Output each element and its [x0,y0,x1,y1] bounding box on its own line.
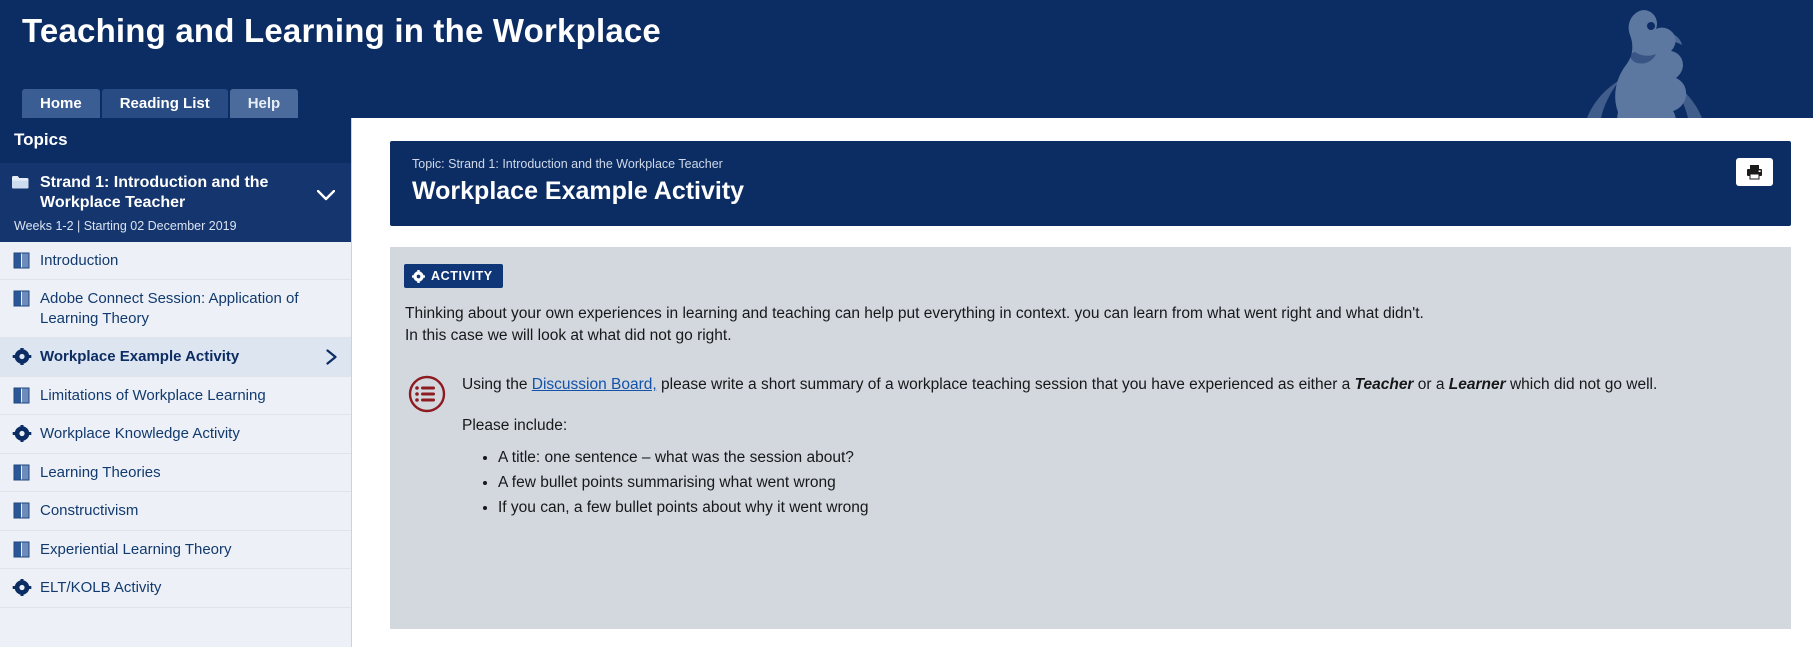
breadcrumb: Topic: Strand 1: Introduction and the Workplace Teacher [412,157,723,171]
lion-crest-icon [1523,0,1733,118]
activity-intro-line-1: Thinking about your own experiences in learning and teaching can help put everything in context. you can learn from what went right and what didn't. [405,305,1424,322]
page-title: Teaching and Learning in the Workplace [22,12,661,49]
nav-tab-help[interactable]: Help [230,89,299,118]
task-middle: please write a short summary of a workplace teaching session that you have experienced as either a [656,375,1355,393]
status-badge-label: ACTIVITY [431,269,493,283]
task-body [462,373,1771,521]
page-body [0,118,1813,647]
sidebar-item-label: Learning Theories [40,463,161,481]
main-navigation [22,89,298,118]
task-prefix: Using the [462,375,532,393]
book-icon [12,502,32,519]
sidebar-item-workplace-example-activity[interactable] [0,338,351,377]
book-icon [12,252,32,269]
please-include-label: Please include: [462,417,568,435]
chevron-down-icon[interactable] [317,190,335,201]
list-item: • A few bullet points summarising what went wrong [498,471,1771,495]
sidebar-item-label: Introduction [40,251,119,269]
sidebar-item-experiential-learning-theory[interactable] [0,531,351,570]
printer-icon [1746,164,1763,180]
chevron-right-icon[interactable] [326,349,337,365]
task-list-icon [408,375,446,413]
include-list [462,446,1771,520]
sidebar-item-label: Experiential Learning Theory [40,540,232,558]
topic-banner [390,141,1791,226]
sidebar-item-introduction[interactable] [0,242,351,281]
status-badge [404,264,503,288]
task-role-learner: Learner [1448,375,1506,393]
book-icon [12,290,32,307]
activity-intro-line-2: In this case we will look at what did not go right. [405,327,732,345]
task-conjunction: or a [1413,375,1449,393]
sidebar-item-workplace-knowledge-activity[interactable] [0,415,351,454]
nav-tab-reading-list[interactable]: Reading List [102,89,228,118]
sidebar-item-elt-kolb-activity[interactable] [0,569,351,608]
main-content [352,118,1813,647]
folder-icon [12,176,29,189]
task-instruction [462,373,1771,396]
book-icon [12,387,32,404]
list-item: • A title: one sentence – what was the session about? [498,446,1771,470]
strand-subtitle: Weeks 1-2 | Starting 02 December 2019 [14,218,237,233]
strand-title: Strand 1: Introduction and the Workplace Teacher [40,174,269,212]
topic-list [0,242,351,608]
task-suffix: which did not go well. [1505,375,1658,393]
activity-intro [404,303,1771,348]
sidebar-strand-header[interactable] [0,163,351,242]
sidebar-item-limitations-of-workplace-learning[interactable] [0,377,351,416]
list-item: • If you can, a few bullet points about why it went wrong [498,496,1771,520]
task-block [404,373,1771,521]
discussion-board-link[interactable]: Discussion Board, [531,375,657,393]
sidebar-item-label: Limitations of Workplace Learning [40,386,266,404]
book-icon [12,464,32,481]
topics-sidebar [0,118,352,647]
site-header [0,0,1813,118]
sidebar-item-label: Adobe Connect Session: Application of Learning Theory [40,290,299,327]
sidebar-item-label: ELT/KOLB Activity [40,579,162,597]
activity-card [390,247,1791,629]
gear-icon [412,270,425,283]
task-role-teacher: Teacher [1354,375,1414,393]
topic-heading: Workplace Example Activity [412,177,745,205]
sidebar-item-label: Workplace Example Activity [40,348,240,366]
print-button[interactable] [1736,158,1773,186]
sidebar-item-learning-theories[interactable] [0,454,351,493]
sidebar-heading: Topics [0,118,351,163]
sidebar-item-adobe-connect-session[interactable] [0,280,351,338]
sidebar-item-label: Constructivism [40,502,139,520]
sidebar-item-label: Workplace Knowledge Activity [40,425,240,443]
gear-icon [12,348,32,365]
nav-tab-home[interactable]: Home [22,89,100,118]
book-icon [12,541,32,558]
sidebar-item-constructivism[interactable] [0,492,351,531]
gear-icon [12,425,32,442]
gear-icon [12,579,32,596]
